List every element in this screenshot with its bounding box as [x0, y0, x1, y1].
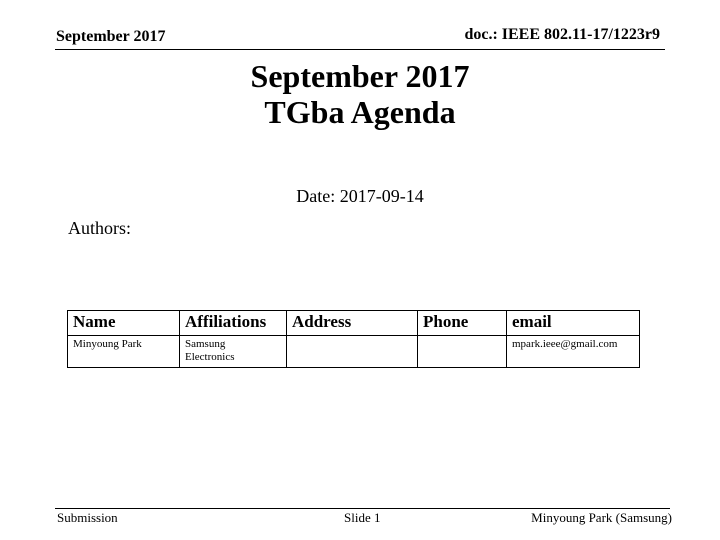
column-header-email: email — [507, 311, 640, 336]
author-affiliation-cell — [180, 336, 287, 368]
column-header-affiliations: Affiliations — [180, 311, 287, 336]
footer-divider — [55, 508, 670, 509]
column-header-address: Address — [287, 311, 418, 336]
authors-table-header-row — [68, 311, 640, 336]
footer-author: Minyoung Park (Samsung) — [531, 510, 672, 525]
header-doc-id: doc.: IEEE 802.11-17/1223r9 — [464, 26, 660, 43]
column-header-phone: Phone — [418, 311, 507, 336]
footer-slide-number: Slide 1 — [344, 510, 381, 525]
author-name-cell: Minyoung Park — [68, 336, 180, 368]
column-header-name: Name — [68, 311, 180, 336]
slide-title — [0, 58, 720, 130]
table-row — [68, 336, 640, 368]
header-date: September 2017 — [56, 28, 166, 45]
slide-date: Date: 2017-09-14 — [296, 186, 424, 206]
affiliation-line: Electronics — [185, 351, 235, 363]
footer-submission: Submission — [57, 510, 118, 525]
author-phone-cell — [418, 336, 507, 368]
authors-label: Authors: — [68, 218, 131, 238]
author-email-cell: mpark.ieee@gmail.com — [507, 336, 640, 368]
affiliation-line: Samsung — [185, 338, 226, 350]
slide-title-line1: September 2017 — [250, 58, 470, 94]
authors-table — [67, 310, 640, 368]
slide-title-line2: TGba Agenda — [264, 94, 456, 130]
author-address-cell — [287, 336, 418, 368]
header-divider — [55, 49, 665, 50]
